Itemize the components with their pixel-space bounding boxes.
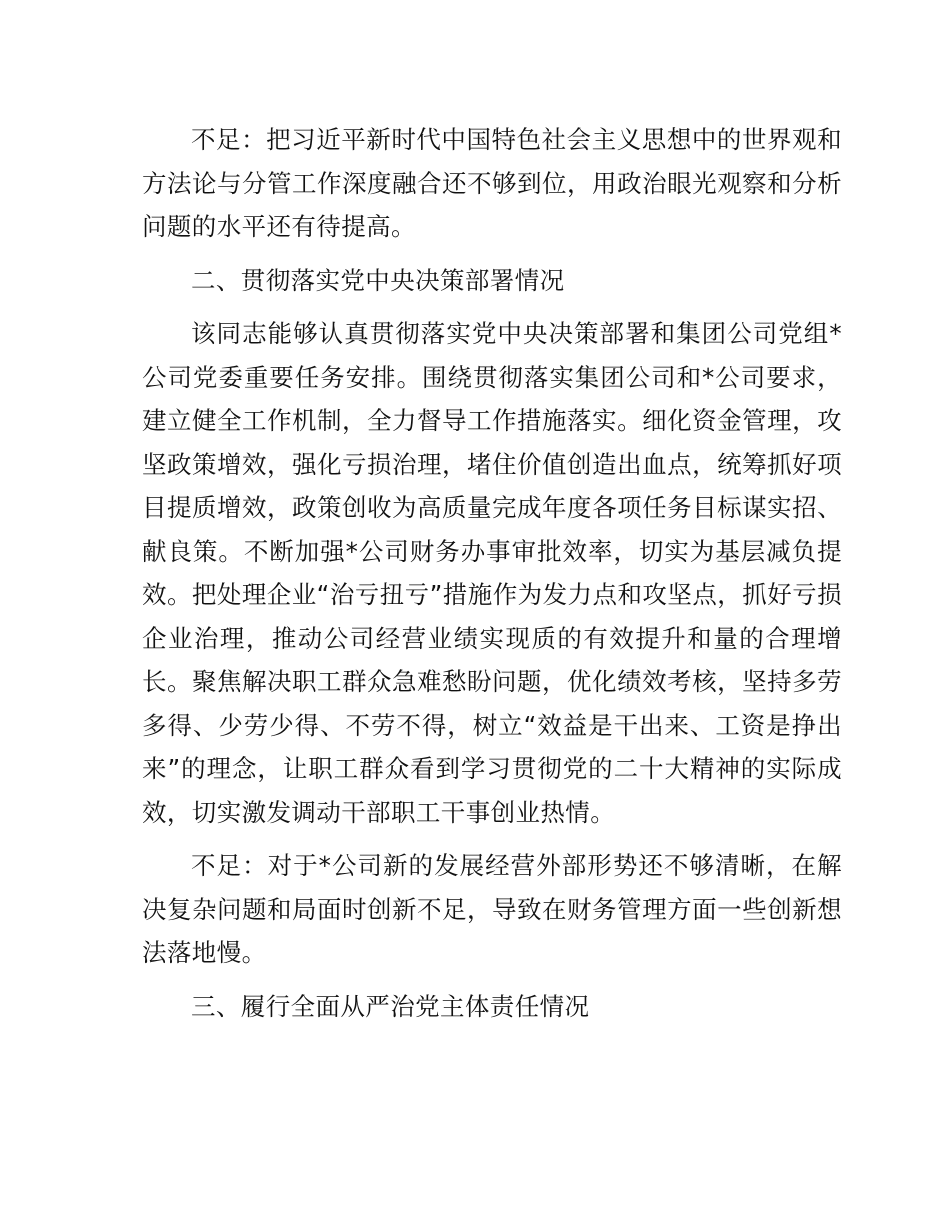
document-body [142, 118, 842, 1038]
section-heading-party-responsibility: 三、履行全面从严治党主体责任情况 [191, 991, 590, 1021]
paragraph-deficiency-innovation: 不足：对于*公司新的发展经营外部形势还不够清晰，在解决复杂问题和局面时创新不足，导致在财务管理方面一些创新想法落地慢。 [142, 851, 842, 967]
paragraph-implementation-details: 该同志能够认真贯彻落实党中央决策部署和集团公司党组*公司党委重要任务安排。围绕贯彻落实集团公司和*公司要求，建立健全工作机制，全力督导工作措施落实。细化资金管理，攻坚政策增效，强化亏损治理，堵住价值创造出血点，统筹抓好项目提质增效，政策创收为高质量完成年度各项任务目标谋实招、献良策。不断加强*公司财务办事审批效率，切实为基层减负提效。把处理企业“治亏扭亏”措施作为发力点和攻坚点，抓好亏损企业治理，推动公司经营业绩实现质的有效提升和量的合理增长。聚焦解决职工群众急难愁盼问题，优化绩效考核，坚持多劳多得、少劳少得、不劳不得，树立“效益是干出来、工资是挣出来”的理念，让职工群众看到学习贯彻党的二十大精神的实际成效，切实激发调动干部职工干事创业热情。 [142, 319, 842, 827]
section-heading-implementation: 二、贯彻落实党中央决策部署情况 [191, 265, 565, 295]
paragraph-deficiency-worldview: 不足：把习近平新时代中国特色社会主义思想中的世界观和方法论与分管工作深度融合还不够到位，用政治眼光观察和分析问题的水平还有待提高。 [142, 125, 842, 241]
